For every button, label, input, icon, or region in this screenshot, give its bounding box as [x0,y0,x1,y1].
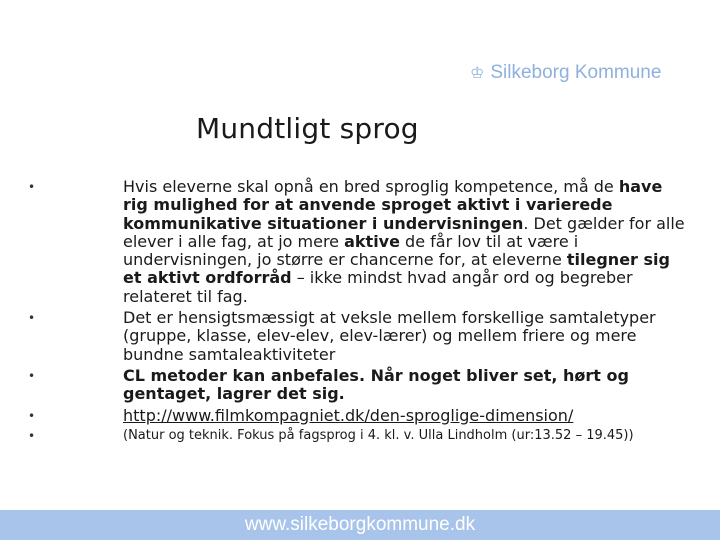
footer-url: www.silkeborgkommune.dk [244,514,476,535]
film-link[interactable]: http://www.filmkompagniet.dk/den-sproglige-dimension/ [123,405,574,425]
bullet2-text: Det er hensigtsmæssigt at veksle mellem forskellige samtaletyper (gruppe, klasse, elev-elev, elev-lærer) og mellem friere og mere bundne samtaleaktiviteter [123,308,656,364]
bullet-item-5 [22,429,690,444]
bullet-dot-icon: • [28,311,36,326]
bullet1-bold-1: have rig mulighed for at anvende sproget aktivt i varierede kommunikative situationer i undervisningen [123,177,663,233]
slide-title: Mundtligt sprog [196,112,419,145]
bullet-item-4 [22,407,690,425]
footer-bar [0,510,720,540]
bullet-dot-icon: • [28,428,36,443]
bullet1-text-3: de får lov til at være i undervisningen, jo større er chancerne for, at eleverne [123,231,579,270]
bullet1-bold-2: aktive [344,231,400,251]
logo-text: Silkeborg Kommune [490,62,662,83]
bullet1-text-4: – ikke mindst hvad angår ord og begreber relateret til fag. [123,268,633,306]
bullet1-text-1: Hvis eleverne skal opnå en bred sproglig kompetence, må de [123,177,619,196]
bullet-list [22,178,690,446]
bullet3-text: CL metoder kan anbefales. Når noget bliver set, hørt og gentaget, lagrer det sig. [123,365,629,404]
bullet-item-1 [22,178,690,306]
bullet-dot-icon: • [28,408,36,423]
bullet5-text: (Natur og teknik. Fokus på fagsprog i 4. kl. v. Ulla Lindholm (ur:13.52 – 19.45)) [123,427,634,443]
bullet1-text-2: . Det gælder for alle elever i alle fag, at jo mere [123,213,685,251]
crest-icon: ♔ [470,65,485,82]
bullet1-bold-3: tilegner sig et aktivt ordforråd [123,250,670,288]
bullet-dot-icon: • [28,180,36,194]
bullet-item-3 [22,367,690,404]
silkeborg-logo [470,62,661,84]
bullet-item-2 [22,309,690,364]
bullet-dot-icon: • [28,368,36,383]
